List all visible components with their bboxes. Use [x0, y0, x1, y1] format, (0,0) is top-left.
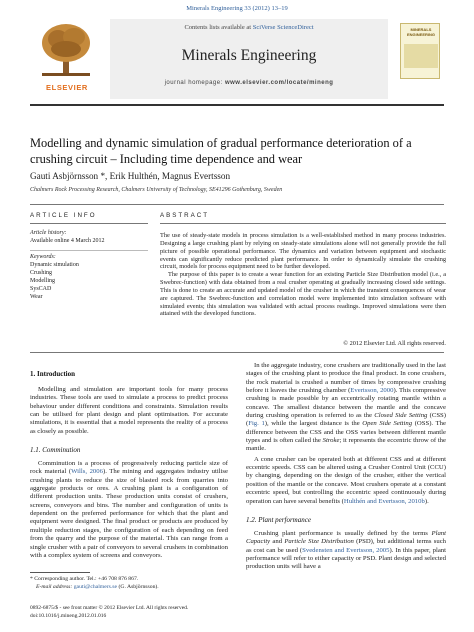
term-css: Closed Side Setting — [374, 412, 428, 420]
issn-line: 0892-6875/$ - see front matter © 2012 Elsevier Ltd. All rights reserved. — [30, 605, 189, 611]
email-suffix: (G. Asbjörnsson). — [117, 584, 159, 590]
subsection-heading: 1.2. Plant performance — [246, 515, 311, 524]
history-label: Article history: — [30, 230, 67, 236]
citation-link[interactable]: Hulthén and Evertsson, 2010b — [343, 497, 425, 505]
journal-title: Minerals Engineering — [181, 47, 317, 64]
subsection-heading: 1.1. Comminution — [30, 446, 81, 455]
keyword-item: Modelling — [30, 278, 55, 284]
journal-homepage — [110, 80, 388, 86]
abstract-label: ABSTRACT — [160, 212, 210, 219]
term-psd: Particle Size Distribution — [284, 538, 354, 546]
journal-citation[interactable]: Minerals Engineering 33 (2012) 13–19 — [186, 5, 288, 12]
header-divider — [30, 104, 444, 106]
keyword-item: Crushing — [30, 270, 53, 276]
history-value: Available online 4 March 2012 — [30, 238, 105, 244]
elsevier-logo[interactable] — [30, 21, 102, 93]
text-run: Crushing plant performance is usually defined by the terms — [254, 529, 432, 537]
abstract-body — [160, 232, 446, 318]
text-run: ). — [424, 497, 429, 505]
figure-link[interactable]: Fig. 1 — [248, 420, 265, 428]
keywords-label: Keywords: — [30, 254, 56, 260]
text-run: (PSD), but additional terms such as cost can be used ( — [246, 538, 446, 554]
abstract-bottom-divider — [30, 352, 444, 353]
email-label: E-mail address: — [36, 584, 74, 590]
corresponding-author-note: * Corresponding author. Tel.: +46 708 876 867. — [30, 576, 139, 582]
abstract-paragraph: The use of steady-state models in process simulation is a well-established method in many process industries. Designing a large crushing plant by relying on steady-state simulations alone will not generally provide the full picture of possible operational performance. The dynamics and variation between equipment and stochastic events can significantly reduce predicted plant performance. In order to dynamically simulate the crushing circuit, models for process equipment need to be further developed. — [160, 232, 446, 271]
email-note — [36, 584, 159, 590]
intro-paragraph: Modelling and simulation are important tools for many process industries. These tools are used to simulate a process to predict process behaviour under different conditions and constraints. Simulation results can be utilised for plant design and plant optimisation. For accurate simulations, it is essential that a model represents the reality of a process as closely as possible. — [30, 386, 228, 435]
keywords-divider — [30, 250, 148, 251]
contents-prefix: Contents lists available at — [184, 24, 253, 31]
abstract-divider — [160, 223, 446, 224]
elsevier-wordmark: ELSEVIER — [46, 83, 88, 92]
plant-performance-paragraph — [246, 530, 446, 572]
abstract-paragraph: The purpose of this paper is to create a wear function for an existing Particle Size Distribution model (i.e., a Swebrec-function) with data obtained from a real crusher operating at gradually increasing closed side settings. This is done to create an accurate and updated model of the crusher in which the transient consequences of wear are captured. The Swebrec-function and correlation model were implemented into simulation software with simulated events; this simulation was validated with actual process readings. Improved simulations were then attained with the developed functions. — [160, 271, 446, 318]
term-plant-capacity: Plant Capacity — [246, 529, 446, 546]
footnote-divider — [30, 572, 90, 573]
article-info-label: ARTICLE INFO — [30, 212, 97, 219]
text-run: ). This compressive crushing is made possible by an eccentrically rotating mantle within a concave. The smallest distance between the mantle and the concave during crushing operation is referred to as the — [246, 387, 446, 420]
abstract-copyright: © 2012 Elsevier Ltd. All rights reserved. — [343, 340, 446, 347]
keyword-item: Wear — [30, 294, 43, 300]
term-stroke: Stroke — [322, 437, 340, 445]
text-run: (OSS). The difference between the CSS and the OSS varies between different mantle types and is often called the — [246, 420, 446, 445]
text-run: A cone crusher can be operated both at different CSS and at different eccentric speeds. CSS can be altered using a Crusher Control Unit (CCU) by changing, depending on the design of the crusher, either the vertical position of the mantle or the concave. Most crushers operate at a constant eccentric speed, but controlling the eccentric speed continuously during operation can have several benefits ( — [246, 455, 446, 505]
author-affiliation: Chalmers Rock Processing Research, Chalmers University of Technology, SE41296 Gothenburg, Sweden — [30, 187, 283, 193]
comminution-paragraph — [30, 460, 228, 560]
keyword-item: Dynamic simulation — [30, 262, 79, 268]
citation-link[interactable]: Svedensten and Evertsson, 2005 — [302, 546, 390, 554]
term-oss: Open Side Setting — [362, 420, 413, 428]
text-run: ), while the largest distance is the — [264, 420, 363, 428]
article-info-divider — [30, 223, 148, 224]
journal-header — [30, 19, 444, 101]
cover-image — [404, 44, 438, 68]
text-run: (CSS) ( — [246, 412, 447, 428]
body-right-column — [246, 362, 446, 572]
section-heading: 1. Introduction — [30, 370, 75, 378]
affiliation-divider — [30, 204, 444, 205]
cone-crusher-paragraph — [246, 362, 446, 454]
journal-cover-thumbnail[interactable] — [400, 23, 440, 79]
text-run: and — [270, 538, 285, 546]
text-run: ). The mining and aggregates industry utilise crushing plants to reduce the size of blasted rock from quarries into aggregate products or ores. A crushing plant is a configuration of different production units. These production units consist of crushers, screens, conveyors and bins. The number and configuration of units is dependent on the preferred performance for which that the plant and equipment were designed. The final product or products are produced by multiple reduction stages, the configuration of each depending on feed from the quarry and the purpose of the material. This can range from a single crusher with a pair of conveyors to several crushers in combination with a complex system of screens and conveyors. — [30, 468, 228, 559]
sciencedirect-link[interactable]: SciVerse ScienceDirect — [252, 24, 314, 31]
citation-link[interactable]: Wills, 2006 — [71, 468, 103, 476]
article-title: Modelling and dynamic simulation of gradual performance deterioration of a crushing circuit – Including time dependence and wear — [30, 136, 412, 166]
email-link[interactable]: gauti@chalmers.se — [73, 584, 118, 590]
keyword-item: SysCAD — [30, 286, 52, 292]
doi-link[interactable]: doi:10.1016/j.mineng.2012.01.016 — [30, 613, 107, 619]
journal-banner — [110, 19, 388, 99]
elsevier-tree-icon — [36, 21, 96, 79]
homepage-prefix: journal homepage: — [164, 80, 225, 86]
contents-line — [110, 24, 388, 31]
body-left-column — [30, 370, 228, 560]
css-control-paragraph — [246, 456, 446, 506]
cover-title: MINERALS ENGINEERING — [406, 27, 435, 37]
text-run: ; it represents the eccentric throw of the mantle. — [246, 437, 446, 453]
text-run: Comminution is a process of progressively reducing particle size of rock material ( — [30, 460, 228, 476]
citation-link[interactable]: Evertsson, 2000 — [350, 387, 394, 395]
text-run: ). In this paper, plant performance will refer to either capacity or PSD. Plant design and selected production units will have a — [246, 546, 446, 571]
article-authors[interactable]: Gauti Asbjörnsson *, Erik Hulthén, Magnus Evertsson — [30, 171, 231, 181]
text-run: In the aggregate industry, cone crushers are traditionally used in the last stages of the crushing plant to produce the final product. In cone crushers, the rock material is crushed a number of times by compressive crushing before it leaves the crushing chamber ( — [246, 362, 446, 395]
homepage-link[interactable]: www.elsevier.com/locate/mineng — [224, 80, 334, 86]
